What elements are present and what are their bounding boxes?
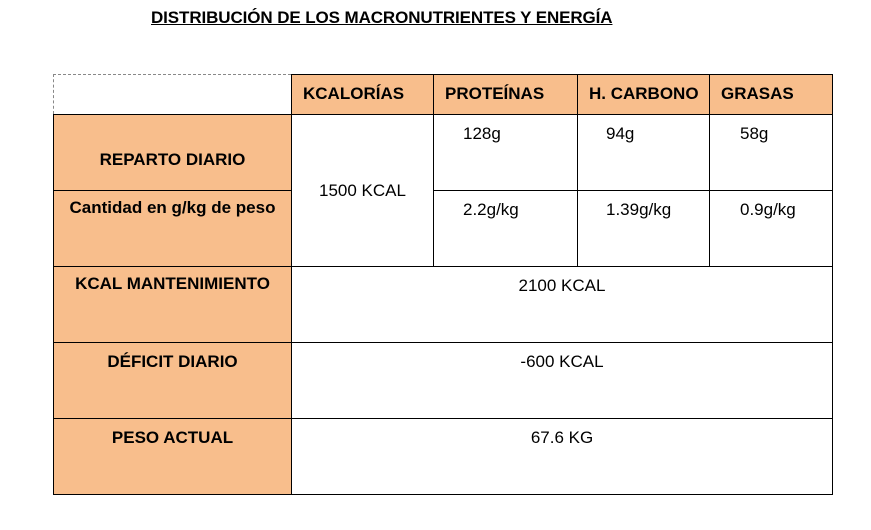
label-kcal-mantenimiento: KCAL MANTENIMIENTO <box>54 267 292 343</box>
value-cantidad-carbono: 1.39g/kg <box>578 191 710 267</box>
macronutrient-table <box>53 74 833 495</box>
header-proteinas: PROTEÍNAS <box>434 75 578 115</box>
table-row-deficit <box>54 343 833 419</box>
value-deficit-diario: -600 KCAL <box>292 343 833 419</box>
value-reparto-grasas: 58g <box>710 115 833 191</box>
value-cantidad-proteinas: 2.2g/kg <box>434 191 578 267</box>
value-reparto-proteinas: 128g <box>434 115 578 191</box>
table-row-mantenimiento <box>54 267 833 343</box>
value-cantidad-grasas: 0.9g/kg <box>710 191 833 267</box>
table-header-row <box>54 75 833 115</box>
value-kcalorias: 1500 KCAL <box>292 115 434 267</box>
table-corner-cell <box>54 75 292 115</box>
table-row-reparto-diario <box>54 115 833 191</box>
document-title: DISTRIBUCIÓN DE LOS MACRONUTRIENTES Y ENERGÍA <box>151 8 613 27</box>
label-deficit-diario: DÉFICIT DIARIO <box>54 343 292 419</box>
value-peso-actual: 67.6 KG <box>292 419 833 495</box>
header-h-carbono: H. CARBONO <box>578 75 710 115</box>
value-reparto-carbono: 94g <box>578 115 710 191</box>
label-cantidad-g-kg: Cantidad en g/kg de peso <box>54 191 292 267</box>
header-grasas: GRASAS <box>710 75 833 115</box>
table-row-cantidad <box>54 191 833 267</box>
header-kcalorias: KCALORÍAS <box>292 75 434 115</box>
label-reparto-diario: REPARTO DIARIO <box>54 115 292 191</box>
value-kcal-mantenimiento: 2100 KCAL <box>292 267 833 343</box>
label-peso-actual: PESO ACTUAL <box>54 419 292 495</box>
table-row-peso <box>54 419 833 495</box>
